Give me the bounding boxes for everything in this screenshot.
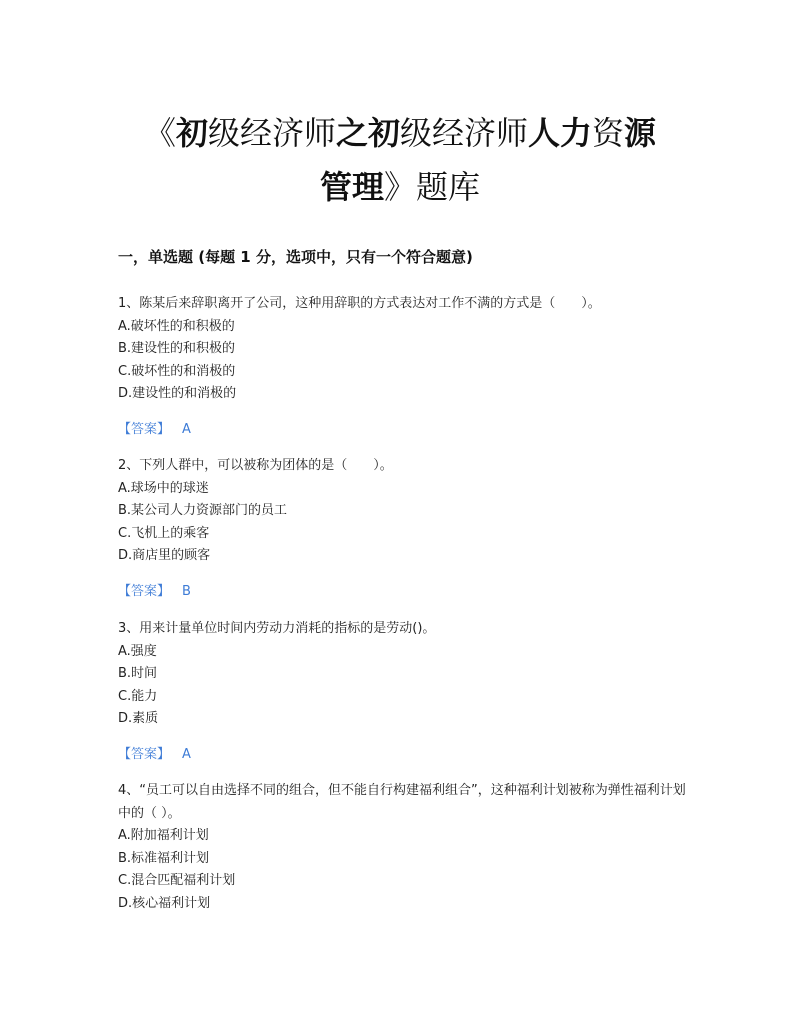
answer-1 bbox=[118, 419, 191, 441]
title-segment: 《 bbox=[143, 114, 176, 152]
answer-label: 【答案】 bbox=[118, 584, 171, 599]
section-heading: 一，单选题 (每题 1 分，选项中，只有一个符合题意) bbox=[118, 248, 473, 266]
option-d: D.商店里的顾客 bbox=[118, 548, 211, 563]
question-stem: 2、下列人群中，可以被称为团体的是（ ）。 bbox=[118, 458, 393, 473]
option-a: A.球场中的球迷 bbox=[118, 480, 209, 496]
option-c: C.混合匹配福利计划 bbox=[118, 873, 236, 888]
question-4 bbox=[118, 780, 688, 915]
question-3 bbox=[118, 618, 688, 731]
answer-value: A bbox=[182, 747, 191, 762]
title-segment: 管理 bbox=[319, 168, 384, 206]
answer-label: 【答案】 bbox=[118, 422, 171, 437]
document-title bbox=[100, 106, 700, 214]
title-segment: 级经济师 bbox=[400, 114, 529, 152]
option-c: C.能力 bbox=[118, 688, 158, 704]
option-c: C.破坏性的和消极的 bbox=[118, 363, 236, 379]
option-a: A.破坏性的和积极的 bbox=[118, 318, 235, 334]
option-d: D.建设性的和消极的 bbox=[118, 386, 237, 401]
option-b: B.某公司人力资源部门的员工 bbox=[118, 503, 288, 518]
question-stem: 3、用来计量单位时间内劳动力消耗的指标的是劳动()。 bbox=[118, 621, 436, 636]
title-segment: 》题库 bbox=[384, 168, 481, 206]
title-segment: 资 bbox=[592, 114, 625, 152]
title-segment: 人力 bbox=[528, 114, 593, 152]
answer-value: B bbox=[182, 584, 191, 599]
option-b: B.时间 bbox=[118, 666, 158, 681]
title-segment: 之初 bbox=[335, 114, 400, 152]
answer-value: A bbox=[182, 422, 191, 437]
option-a: A.附加福利计划 bbox=[118, 828, 209, 843]
question-1 bbox=[118, 293, 688, 406]
option-d: D.素质 bbox=[118, 711, 159, 726]
option-a: A.强度 bbox=[118, 643, 157, 659]
option-d: D.核心福利计划 bbox=[118, 895, 211, 911]
title-segment: 级经济师 bbox=[207, 114, 336, 152]
option-b: B.标准福利计划 bbox=[118, 850, 210, 866]
title-segment: 初 bbox=[175, 114, 208, 152]
answer-2 bbox=[118, 581, 191, 603]
option-b: B.建设性的和积极的 bbox=[118, 341, 236, 356]
option-c: C.飞机上的乘客 bbox=[118, 525, 210, 541]
question-2 bbox=[118, 455, 688, 568]
answer-3 bbox=[118, 744, 191, 766]
answer-label: 【答案】 bbox=[118, 747, 171, 762]
question-stem: 1、陈某后来辞职离开了公司，这种用辞职的方式表达对工作不满的方式是（ ）。 bbox=[118, 296, 601, 311]
question-stem: 4、“员工可以自由选择不同的组合，但不能自行构建福利组合”，这种福利计划被称为弹性福利计划中的（ ）。 bbox=[118, 783, 686, 821]
title-segment: 源 bbox=[624, 114, 657, 152]
